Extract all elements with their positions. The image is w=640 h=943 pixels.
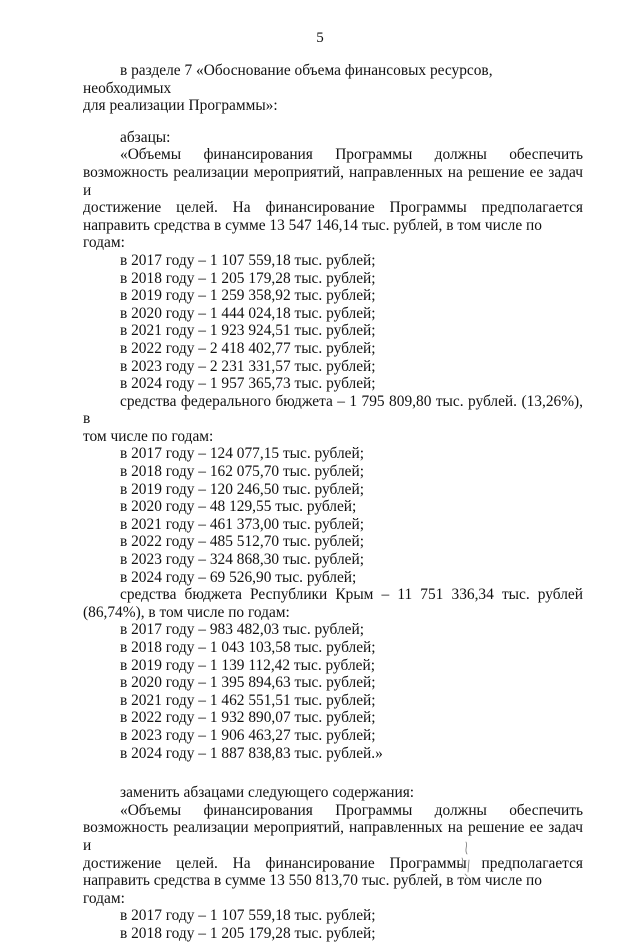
- intro-line-1: в разделе 7 «Обоснование объема финансовых ресурсов, необходимых: [83, 62, 493, 97]
- list-item: в 2019 году – 120 246,50 тыс. рублей;: [120, 480, 364, 498]
- page-number: 5: [316, 30, 324, 46]
- replace-paragraph-line-1: «Объемы финансирования Программы должны обеспечить: [120, 801, 583, 819]
- list-item: в 2018 году – 1 043 103,58 тыс. рублей;: [120, 639, 376, 656]
- list-item: в 2024 году – 69 526,90 тыс. рублей;: [120, 568, 357, 586]
- replace-paragraph-line-4: направить средства в сумме 13 550 813,70 тыс. рублей, в том числе по годам:: [83, 872, 542, 907]
- spacer: [83, 762, 583, 784]
- list-item: в 2023 году – 1 906 463,27 тыс. рублей;: [120, 726, 376, 744]
- years-federal-list: [83, 445, 583, 586]
- list-item: в 2024 году – 1 957 365,73 тыс. рублей;: [120, 375, 376, 393]
- list-item: в 2017 году – 1 107 559,18 тыс. рублей;: [120, 907, 376, 925]
- list-item: в 2018 году – 1 205 179,28 тыс. рублей;: [120, 269, 376, 287]
- list-item: в 2022 году – 485 512,70 тыс. рублей;: [120, 533, 364, 551]
- abzacy-paragraph-line-4: направить средства в сумме 13 547 146,14 тыс. рублей, в том числе по годам:: [83, 216, 542, 252]
- list-item: в 2018 году – 1 205 179,28 тыс. рублей;: [120, 924, 376, 942]
- list-item: в 2018 году – 162 075,70 тыс. рублей;: [120, 463, 364, 481]
- list-item: в 2022 году – 1 932 890,07 тыс. рублей;: [120, 709, 376, 727]
- list-item: в 2020 году – 1 444 024,18 тыс. рублей;: [120, 304, 376, 322]
- replace-years-list: [83, 907, 583, 942]
- list-item: в 2019 году – 1 139 112,42 тыс. рублей;: [120, 656, 375, 674]
- list-item: в 2024 году – 1 887 838,83 тыс. рублей.»: [120, 744, 383, 762]
- list-item: в 2023 году – 324 868,30 тыс. рублей;: [120, 551, 364, 569]
- replace-paragraph-line-2: возможность реализации мероприятий, направленных на решение ее задач и: [83, 819, 583, 854]
- list-item: в 2019 году – 1 259 358,92 тыс. рублей;: [120, 287, 376, 305]
- document-body: [83, 62, 583, 943]
- list-item: в 2022 году – 2 418 402,77 тыс. рублей;: [120, 339, 376, 357]
- abzacy-label: абзацы:: [120, 128, 171, 146]
- spacer: [83, 115, 583, 129]
- abzacy-paragraph-line-3: достижение целей. На финансирование Программы предполагается: [83, 199, 583, 217]
- list-item: в 2021 году – 1 462 551,51 тыс. рублей;: [120, 691, 376, 709]
- list-item: в 2017 году – 124 077,15 тыс. рублей;: [120, 445, 364, 463]
- intro-line-2: для реализации Программы»:: [83, 97, 278, 115]
- abzacy-paragraph-line-1: «Объемы финансирования Программы должны обеспечить: [120, 146, 583, 164]
- years-crimea-list: [83, 621, 583, 762]
- abzacy-paragraph-line-2: возможность реализации мероприятий, направленных на решение ее задач и: [83, 163, 583, 199]
- handwritten-mark: [452, 838, 482, 878]
- replace-label: заменить абзацами следующего содержания:: [120, 784, 415, 802]
- list-item: в 2017 году – 983 482,03 тыс. рублей;: [120, 621, 364, 639]
- list-item: в 2021 году – 461 373,00 тыс. рублей;: [120, 515, 364, 533]
- list-item: в 2021 году – 1 923 924,51 тыс. рублей;: [120, 322, 376, 340]
- replace-paragraph-line-3: достижение целей. На финансирование Программы предполагается: [83, 854, 583, 872]
- federal-budget-line-1: средства федерального бюджета – 1 795 809,80 тыс. рублей. (13,26%), в: [83, 392, 583, 428]
- years-total-list: [83, 252, 583, 393]
- list-item: в 2023 году – 2 231 331,57 тыс. рублей;: [120, 357, 376, 375]
- federal-budget-line-2: том числе по годам:: [83, 427, 214, 445]
- crimea-budget-line-1: средства бюджета Республики Крым – 11 751 336,34 тыс. рублей: [120, 586, 583, 604]
- crimea-budget-line-2: (86,74%), в том числе по годам:: [83, 603, 290, 621]
- list-item: в 2017 году – 1 107 559,18 тыс. рублей;: [120, 251, 376, 269]
- list-item: в 2020 году – 1 395 894,63 тыс. рублей;: [120, 674, 376, 692]
- list-item: в 2020 году – 48 129,55 тыс. рублей;: [120, 498, 357, 516]
